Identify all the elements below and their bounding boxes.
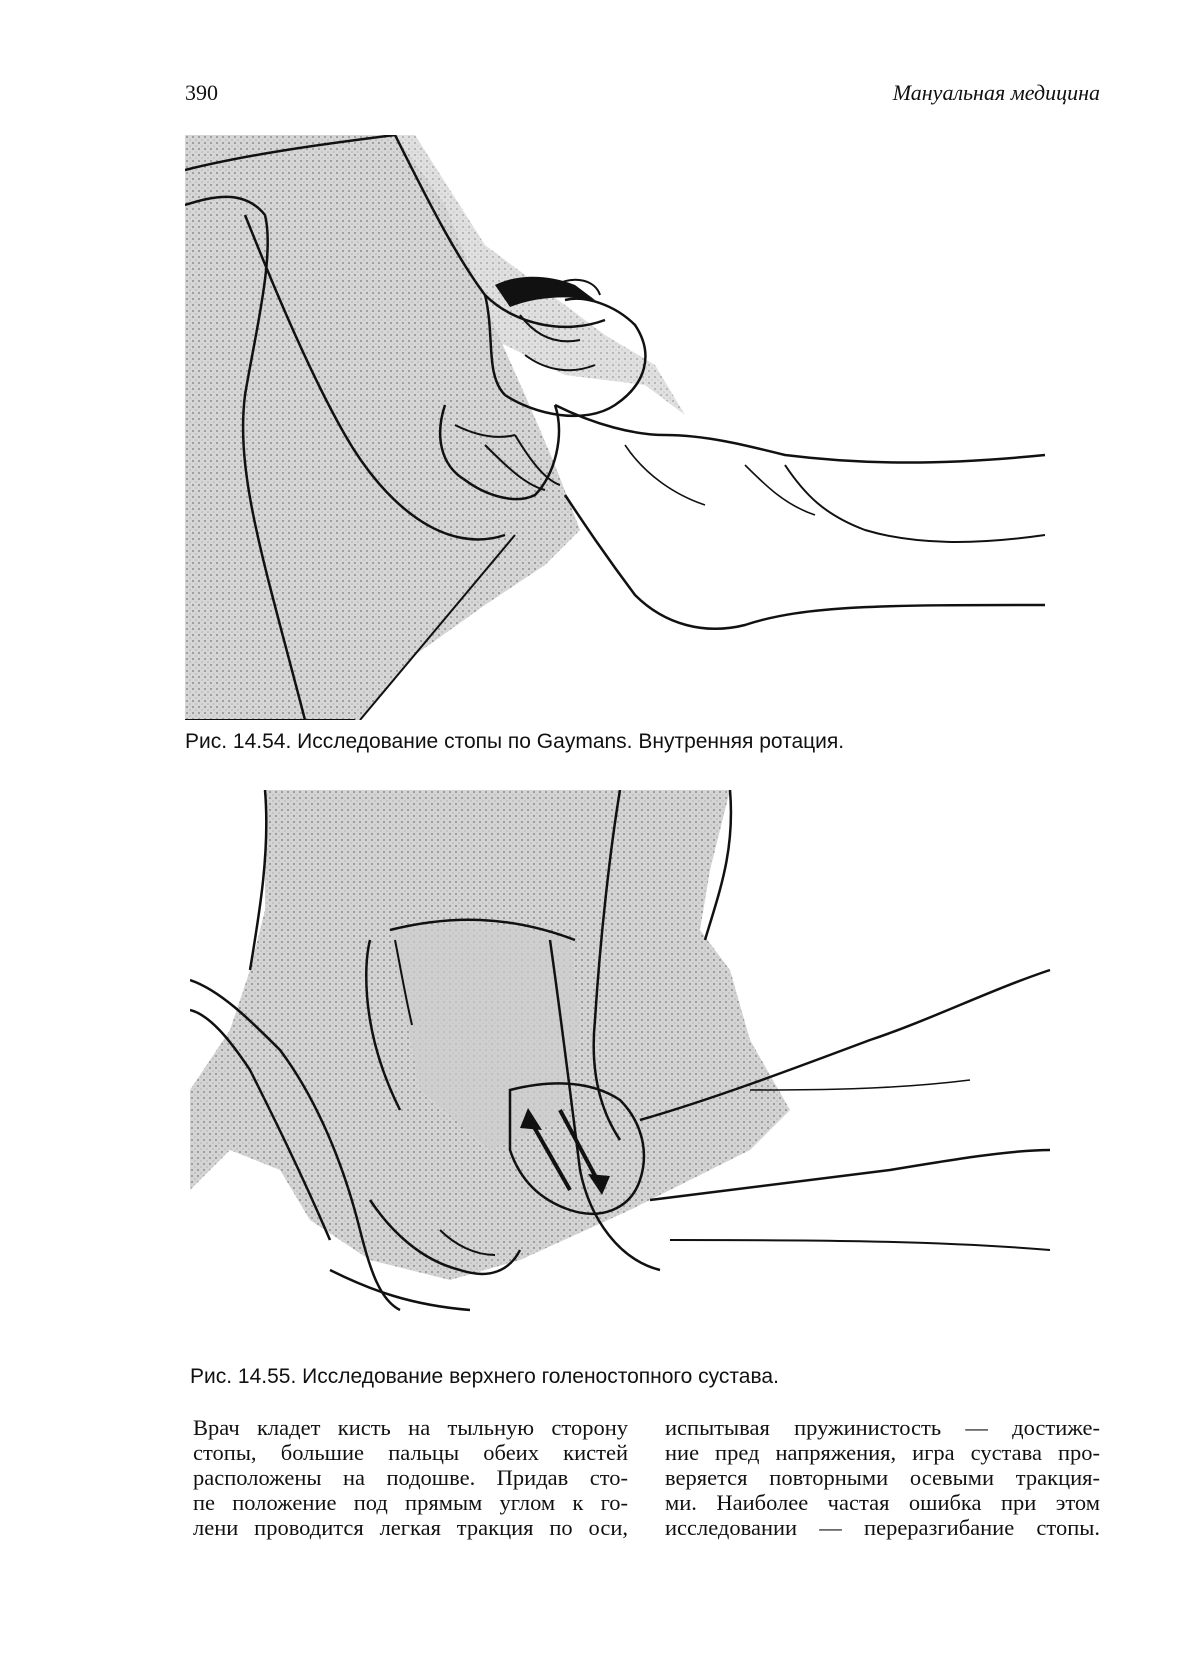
text-line: ми. Наиболее частая ошибка при этом (665, 1490, 1100, 1515)
running-header: Мануальная медицина (892, 80, 1100, 105)
text-line: стопы, большие пальцы обеих кистей (193, 1440, 628, 1465)
page-number: 390 (185, 80, 218, 105)
text-line: пе положение под прямым углом к го- (193, 1490, 628, 1515)
text-line: Врач кладет кисть на тыльную сторону (193, 1415, 628, 1440)
text-line: лени проводится легкая тракция по оси, (193, 1515, 628, 1540)
text-line: испытывая пружинистость — достиже- (665, 1415, 1100, 1440)
figure-illustration-1 (185, 135, 1115, 720)
figure-illustration-2 (190, 790, 1060, 1320)
figure-caption-2: Рис. 14.55. Исследование верхнего голеностопного сустава. (190, 1365, 779, 1388)
figure-caption-1: Рис. 14.54. Исследование стопы по Gaymans. Внутренняя ротация. (185, 730, 845, 753)
figure-foot-internal-rotation (185, 135, 1115, 720)
text-line: расположены на подошве. Придав сто- (193, 1465, 628, 1490)
body-text-column-1 (193, 1415, 628, 1540)
text-line: ние пред напряжения, игра сустава про- (665, 1440, 1100, 1465)
text-line: веряется повторными осевыми тракция- (665, 1465, 1100, 1490)
figure-upper-ankle-joint (190, 790, 1060, 1320)
text-line: исследовании — переразгибание стопы. (665, 1515, 1100, 1540)
body-text-column-2 (665, 1415, 1100, 1540)
